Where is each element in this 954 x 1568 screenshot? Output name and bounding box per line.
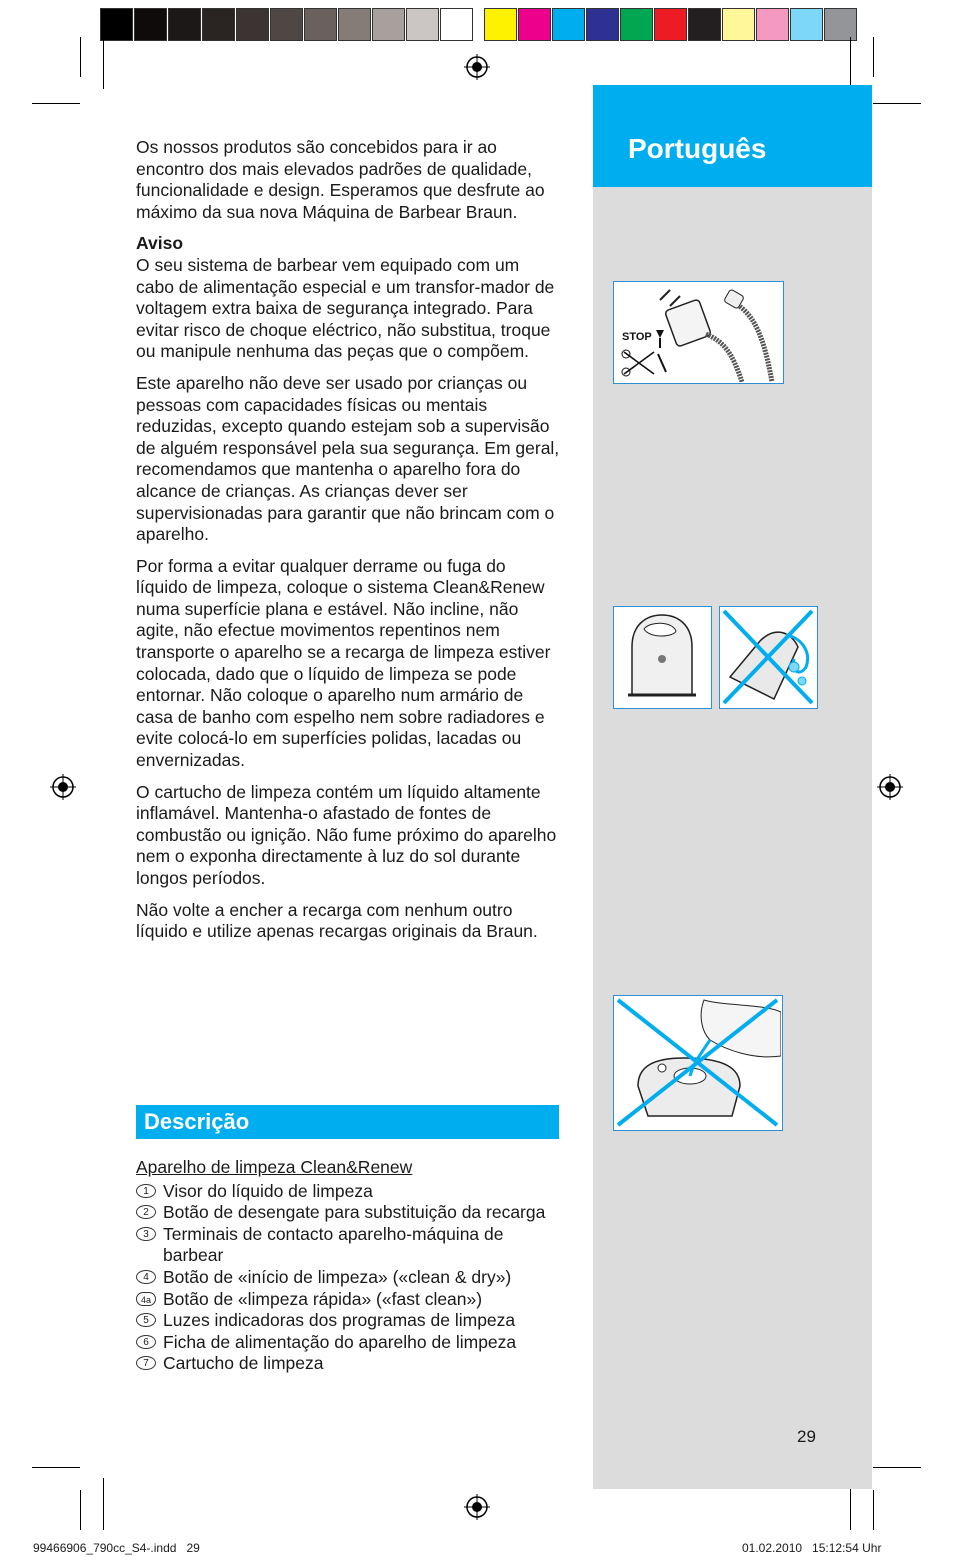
warning-paragraph-2: Este aparelho não deve ser usado por crianças ou pessoas com capacidades físicas ou mentais reduzidas, excepto quando estejam sob a supervisão de alguém responsável pela sua segurança. Em geral, recomendamos que mantenha o aparelho fora do alcance de crianças. As crianças dever ser supervisionadas para garantir que não brincam com o aparelho. bbox=[136, 372, 560, 545]
color-swatch bbox=[518, 8, 551, 41]
warning-paragraph-1: O seu sistema de barbear vem equipado com um cabo de alimentação especial e um transfor-mador de voltagem extra baixa de segurança integrado. Para evitar risco de choque eléctrico, não substitua, troque ou manipule nenhuma das peças que o compõem. bbox=[136, 254, 555, 362]
warning-title: Aviso bbox=[136, 233, 184, 254]
language-title: Português bbox=[628, 133, 767, 164]
list-item bbox=[136, 1202, 566, 1224]
main-text bbox=[136, 137, 561, 953]
footer-timestamp: 01.02.2010 15:12:54 Uhr bbox=[742, 1541, 882, 1555]
footer-file-info: 99466906_790cc_S4-.indd 29 bbox=[33, 1541, 200, 1555]
item-number: 6 bbox=[136, 1335, 156, 1349]
description-subtitle: Aparelho de limpeza Clean&Renew bbox=[136, 1157, 413, 1177]
registration-mark-icon bbox=[877, 774, 903, 800]
color-swatch bbox=[440, 8, 473, 41]
item-number: 4 bbox=[136, 1270, 156, 1284]
item-text: Cartucho de limpeza bbox=[163, 1353, 324, 1374]
color-swatch bbox=[406, 8, 439, 41]
color-swatch bbox=[586, 8, 619, 41]
item-number: 4a bbox=[136, 1292, 156, 1306]
item-number: 2 bbox=[136, 1205, 156, 1219]
color-swatch bbox=[134, 8, 167, 41]
list-item bbox=[136, 1224, 566, 1267]
page-number: 29 bbox=[797, 1427, 816, 1446]
item-text: Luzes indicadoras dos programas de limpeza bbox=[163, 1310, 516, 1331]
color-swatch bbox=[552, 8, 585, 41]
list-item bbox=[136, 1310, 566, 1332]
color-swatch bbox=[654, 8, 687, 41]
list-item bbox=[136, 1181, 566, 1203]
color-swatch bbox=[100, 8, 133, 41]
color-swatch bbox=[338, 8, 371, 41]
list-item bbox=[136, 1289, 566, 1311]
item-number: 3 bbox=[136, 1227, 156, 1241]
color-swatch bbox=[270, 8, 303, 41]
description-title: Descrição bbox=[144, 1109, 250, 1134]
color-swatch bbox=[236, 8, 269, 41]
item-text: Visor do líquido de limpeza bbox=[163, 1180, 373, 1201]
item-text: Botão de desengate para substituição da recarga bbox=[163, 1202, 546, 1223]
warning-paragraph-5: Não volte a encher a recarga com nenhum outro líquido e utilize apenas recargas originais da Braun. bbox=[136, 899, 538, 942]
color-swatch bbox=[372, 8, 405, 41]
color-swatch bbox=[824, 8, 857, 41]
item-text: Terminais de contacto aparelho-máquina de barbear bbox=[163, 1223, 504, 1266]
color-swatch bbox=[790, 8, 823, 41]
registration-mark-icon bbox=[464, 54, 490, 80]
intro-paragraph: Os nossos produtos são concebidos para ir ao encontro dos mais elevados padrões de qualidade, funcionalidade e design. Esperamos que desfrute ao máximo da sua nova Máquina de Barbear Braun. bbox=[136, 137, 545, 222]
language-header bbox=[593, 85, 872, 187]
list-item bbox=[136, 1353, 566, 1375]
figure-station-upright bbox=[613, 606, 712, 709]
description-section-header bbox=[136, 1105, 559, 1139]
list-item bbox=[136, 1332, 566, 1354]
item-number: 7 bbox=[136, 1356, 156, 1370]
description-list bbox=[136, 1157, 566, 1375]
color-swatch bbox=[304, 8, 337, 41]
item-number: 1 bbox=[136, 1184, 156, 1198]
color-swatch bbox=[756, 8, 789, 41]
warning-paragraph-3: Por forma a evitar qualquer derrame ou fuga do líquido de limpeza, coloque o sistema Clean&Renew numa superfície plana e estável. Não incline, não agite, não efectue movimentos repentinos nem transporte o aparelho se a recarga de limpeza estiver colocada, dado que o líquido de limpeza se pode entornar. Não coloque o aparelho num armário de casa de banho com espelho nem sobre radiadores e evite colocá-lo em superfícies polidas, lacadas ou envernizadas. bbox=[136, 555, 551, 771]
stop-label: STOP bbox=[622, 331, 652, 343]
registration-mark-icon bbox=[464, 1494, 490, 1520]
color-swatch bbox=[484, 8, 517, 41]
list-item bbox=[136, 1267, 566, 1289]
color-swatch bbox=[168, 8, 201, 41]
registration-mark-icon bbox=[50, 774, 76, 800]
figure-refill-crossed bbox=[613, 995, 783, 1131]
color-swatch bbox=[202, 8, 235, 41]
item-text: Botão de «início de limpeza» («clean & dry») bbox=[163, 1266, 512, 1287]
item-text: Botão de «limpeza rápida» («fast clean») bbox=[163, 1288, 483, 1309]
figure-station-tilted-crossed bbox=[719, 606, 818, 709]
warning-paragraph-4: O cartucho de limpeza contém um líquido altamente inflamável. Mantenha-o afastado de fontes de combustão ou ignição. Não fume próximo do aparelho nem o exponha directamente à luz do sol durante longos períodos. bbox=[136, 781, 557, 888]
item-text: Ficha de alimentação do aparelho de limpeza bbox=[163, 1331, 517, 1352]
item-number: 5 bbox=[136, 1313, 156, 1327]
color-swatch bbox=[722, 8, 755, 41]
color-swatch bbox=[620, 8, 653, 41]
color-swatch bbox=[688, 8, 721, 41]
color-calibration-bar bbox=[100, 8, 858, 42]
figure-power-cord bbox=[613, 281, 784, 384]
